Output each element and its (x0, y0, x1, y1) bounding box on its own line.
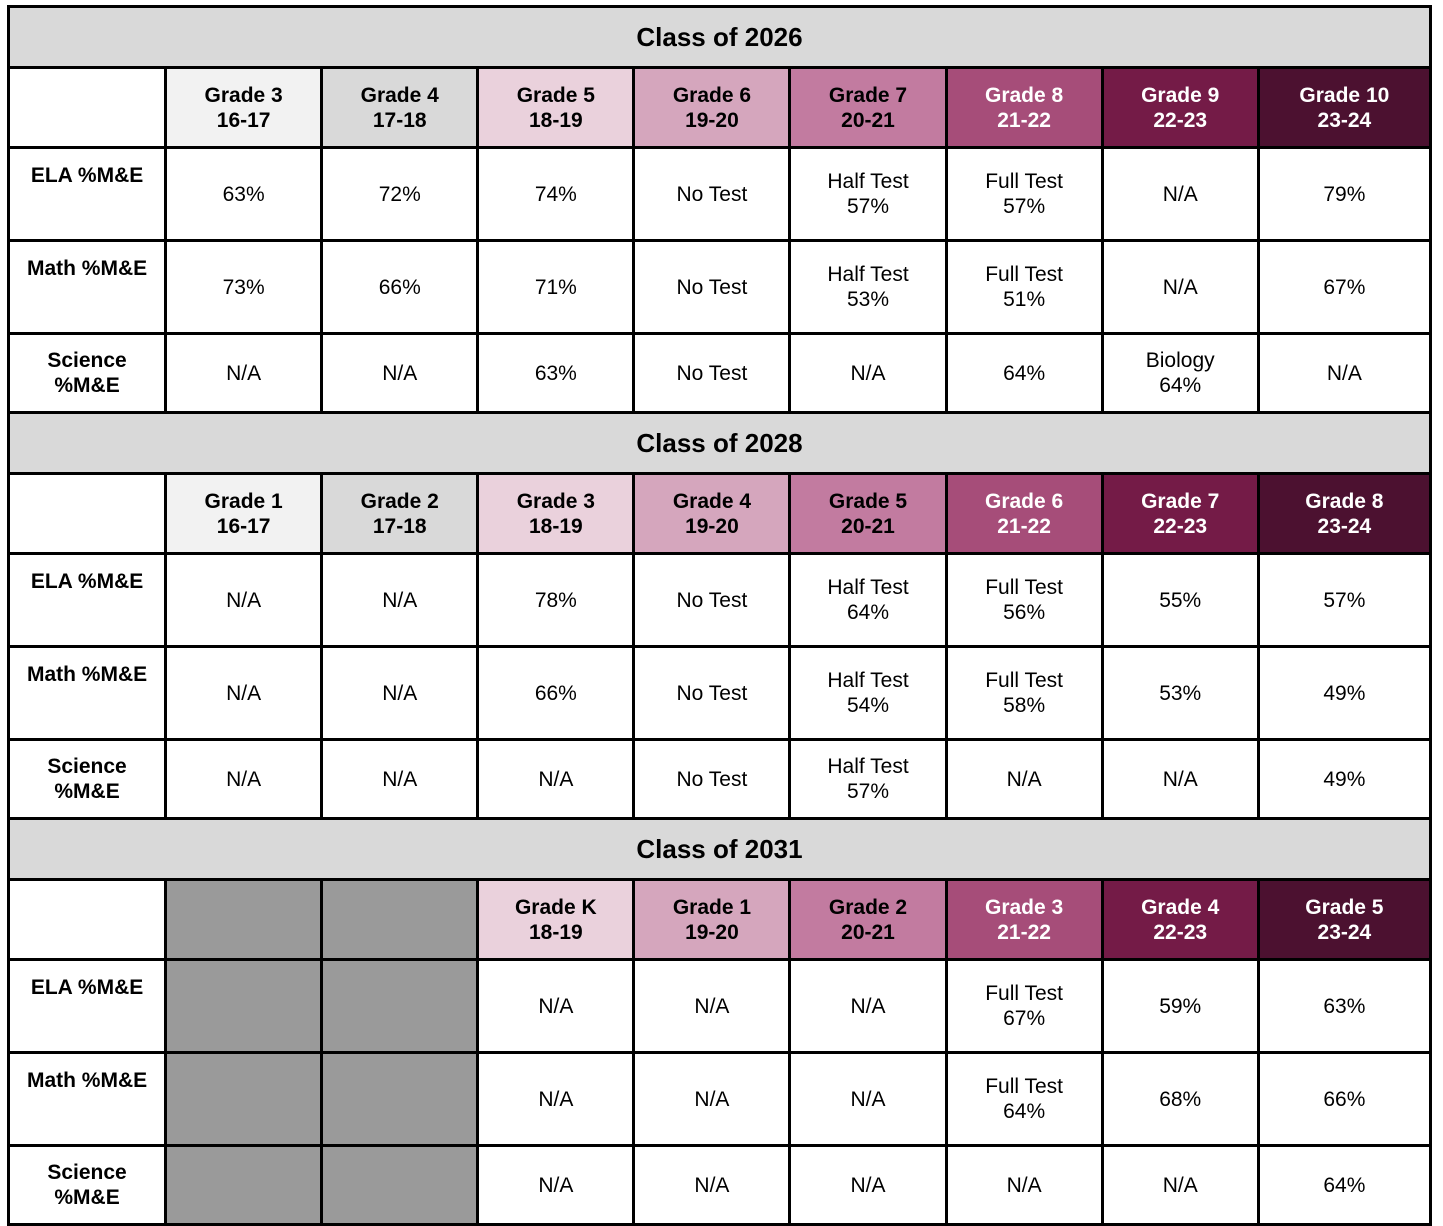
score-value: 53% (1159, 681, 1202, 705)
row-label (9, 148, 166, 241)
table-row (9, 1146, 1431, 1225)
grade-label: Grade 1 (204, 489, 283, 513)
score-value: 72% (378, 182, 421, 206)
score-cell (478, 647, 634, 740)
grade-header-cell (790, 880, 946, 960)
score-cell (634, 740, 790, 819)
grade-header-cell (1258, 880, 1430, 960)
row-label-line: ELA %M&E (30, 164, 144, 187)
score-cell (946, 148, 1102, 241)
section-title: Class of 2028 (9, 413, 1431, 474)
grade-label: Grade 7 (828, 83, 908, 107)
school-year: 23-24 (1317, 514, 1372, 538)
corner-cell (9, 68, 166, 148)
row-label-line: Math %M&E (26, 257, 148, 280)
score-value: Full Test (985, 170, 1064, 193)
score-value: Full Test (985, 576, 1064, 599)
score-cell (1258, 647, 1430, 740)
row-label (9, 1053, 166, 1146)
score-cell (166, 647, 322, 740)
row-label (9, 1146, 166, 1225)
score-value: 66% (1323, 1087, 1366, 1111)
row-label-line: %M&E (54, 780, 120, 803)
grade-label: Grade 4 (1141, 895, 1220, 919)
table-row (9, 647, 1431, 740)
score-cell (634, 334, 790, 413)
grade-header-cell (946, 68, 1102, 148)
score-cell (478, 334, 634, 413)
score-value: 57% (1003, 195, 1046, 218)
score-cell (322, 554, 478, 647)
score-cell (790, 1146, 946, 1225)
score-value: 63% (222, 182, 265, 206)
row-label-line: Math %M&E (26, 1069, 148, 1092)
school-year: 19-20 (685, 514, 739, 538)
disabled-cell (166, 960, 322, 1053)
score-value: 78% (534, 588, 577, 612)
score-cell (1258, 740, 1430, 819)
score-cell (166, 740, 322, 819)
score-cell (946, 647, 1102, 740)
score-value: N/A (226, 588, 262, 612)
score-value: No Test (676, 361, 748, 385)
score-value: 55% (1159, 588, 1202, 612)
score-cell (478, 1053, 634, 1146)
score-cell (946, 960, 1102, 1053)
score-value: No Test (676, 588, 748, 612)
grade-header-cell (634, 474, 790, 554)
section-title: Class of 2031 (9, 819, 1431, 880)
grade-header-cell (790, 68, 946, 148)
score-cell (790, 647, 946, 740)
score-value: N/A (538, 767, 574, 791)
grade-label: Grade K (514, 895, 597, 919)
grade-header-cell (1258, 68, 1430, 148)
score-value: 64% (1003, 1100, 1046, 1123)
score-cell (1258, 554, 1430, 647)
grade-label: Grade 9 (1141, 83, 1220, 107)
grade-header-cell (478, 880, 634, 960)
score-value: N/A (694, 1087, 730, 1111)
score-value: N/A (1326, 361, 1362, 385)
score-cell (634, 1146, 790, 1225)
school-year: 21-22 (997, 920, 1051, 944)
score-value: 73% (222, 275, 265, 299)
score-value: 57% (847, 195, 890, 218)
score-cell (478, 148, 634, 241)
grade-label: Grade 8 (1305, 489, 1384, 513)
score-value: N/A (1162, 767, 1198, 791)
grade-label: Grade 4 (360, 83, 439, 107)
score-value: Full Test (985, 982, 1064, 1005)
score-cell (322, 334, 478, 413)
score-value: Biology (1145, 349, 1215, 372)
grade-header-cell (478, 68, 634, 148)
score-cell (1102, 241, 1258, 334)
school-year: 18-19 (528, 108, 583, 132)
score-value: 71% (534, 275, 577, 299)
score-value: 67% (1003, 1007, 1046, 1030)
row-label-line: Science (47, 349, 127, 372)
score-value: N/A (1162, 182, 1198, 206)
score-value: No Test (676, 767, 748, 791)
score-value: 57% (847, 780, 890, 803)
score-value: N/A (538, 1173, 574, 1197)
school-year: 23-24 (1317, 920, 1372, 944)
row-label-line: Science (47, 755, 127, 778)
grade-label: Grade 4 (672, 489, 752, 513)
score-value: Full Test (985, 669, 1064, 692)
score-cell (1258, 1053, 1430, 1146)
score-value: Half Test (827, 755, 909, 778)
grade-header-row (9, 880, 1431, 960)
grade-label: Grade 8 (985, 83, 1064, 107)
score-cell (1258, 241, 1430, 334)
school-year: 21-22 (997, 108, 1051, 132)
score-value: N/A (1162, 275, 1198, 299)
score-cell (946, 554, 1102, 647)
score-value: Full Test (985, 1075, 1064, 1098)
score-cell (946, 334, 1102, 413)
grade-label: Grade 10 (1299, 83, 1390, 107)
score-cell (946, 1146, 1102, 1225)
grade-header-cell (166, 68, 322, 148)
row-label (9, 740, 166, 819)
score-value: 58% (1003, 694, 1046, 717)
score-value: No Test (676, 275, 748, 299)
table-row (9, 148, 1431, 241)
school-year: 20-21 (841, 514, 895, 538)
score-cell (634, 554, 790, 647)
score-value: 56% (1003, 601, 1046, 624)
disabled-cell (322, 1146, 478, 1225)
grade-label: Grade 2 (360, 489, 439, 513)
score-cell (790, 554, 946, 647)
score-cell (478, 1146, 634, 1225)
table-row (9, 241, 1431, 334)
score-cell (946, 1053, 1102, 1146)
score-cell (790, 960, 946, 1053)
disabled-cell (166, 880, 322, 960)
score-cell (1102, 334, 1258, 413)
score-value: 63% (534, 361, 577, 385)
grade-label: Grade 5 (828, 489, 908, 513)
school-year: 21-22 (997, 514, 1051, 538)
section-title-row (9, 7, 1431, 68)
score-value: 59% (1159, 994, 1202, 1018)
disabled-cell (322, 880, 478, 960)
row-label (9, 334, 166, 413)
score-cell (478, 554, 634, 647)
school-year: 17-18 (372, 108, 427, 132)
score-value: 63% (1323, 994, 1366, 1018)
score-cell (790, 241, 946, 334)
disabled-cell (322, 960, 478, 1053)
score-cell (790, 740, 946, 819)
disabled-cell (166, 1053, 322, 1146)
score-cell (1102, 554, 1258, 647)
score-value: N/A (226, 767, 262, 791)
row-label (9, 241, 166, 334)
score-cell (166, 241, 322, 334)
score-value: Full Test (985, 263, 1064, 286)
section-title-row (9, 819, 1431, 880)
score-value: 53% (847, 288, 890, 311)
score-cell (1102, 740, 1258, 819)
score-value: N/A (1162, 1173, 1198, 1197)
grade-label: Grade 1 (672, 895, 752, 919)
school-year: 20-21 (841, 920, 895, 944)
section-title-row (9, 413, 1431, 474)
score-value: N/A (382, 588, 418, 612)
score-value: N/A (850, 1087, 886, 1111)
grade-header-cell (790, 474, 946, 554)
score-value: 49% (1323, 767, 1366, 791)
score-value: 49% (1323, 681, 1366, 705)
school-year: 22-23 (1153, 108, 1208, 132)
grade-header-cell (1102, 68, 1258, 148)
score-cell (1258, 1146, 1430, 1225)
score-value: N/A (850, 994, 886, 1018)
score-value: 66% (378, 275, 421, 299)
grade-header-cell (634, 68, 790, 148)
score-value: Half Test (827, 263, 909, 286)
score-value: 67% (1323, 275, 1366, 299)
school-year: 22-23 (1153, 920, 1208, 944)
score-cell (322, 148, 478, 241)
row-label (9, 647, 166, 740)
table-row (9, 554, 1431, 647)
grade-header-cell (1258, 474, 1430, 554)
disabled-cell (322, 1053, 478, 1146)
score-cell (1102, 647, 1258, 740)
score-value: N/A (694, 1173, 730, 1197)
score-cell (1102, 960, 1258, 1053)
school-year: 19-20 (685, 920, 739, 944)
score-value: N/A (382, 681, 418, 705)
score-value: N/A (226, 681, 262, 705)
grade-header-cell (634, 880, 790, 960)
score-value: N/A (538, 1087, 574, 1111)
score-cell (1102, 148, 1258, 241)
score-cell (322, 740, 478, 819)
score-value: Half Test (827, 669, 909, 692)
school-year: 18-19 (528, 514, 583, 538)
score-cell (634, 1053, 790, 1146)
corner-cell (9, 880, 166, 960)
score-cell (634, 647, 790, 740)
score-cell (946, 740, 1102, 819)
school-year: 18-19 (528, 920, 583, 944)
score-cell (1102, 1146, 1258, 1225)
score-value: Half Test (827, 576, 909, 599)
score-cell (1258, 960, 1430, 1053)
row-label (9, 960, 166, 1053)
grade-header-cell (1102, 474, 1258, 554)
school-year: 19-20 (685, 108, 739, 132)
score-value: N/A (538, 994, 574, 1018)
score-cell (634, 960, 790, 1053)
grade-header-cell (946, 880, 1102, 960)
score-value: 64% (847, 601, 890, 624)
score-cell (166, 334, 322, 413)
row-label (9, 554, 166, 647)
school-year: 20-21 (841, 108, 895, 132)
score-cell (166, 148, 322, 241)
score-value: N/A (226, 361, 262, 385)
score-value: No Test (676, 681, 748, 705)
disabled-cell (166, 1146, 322, 1225)
grade-header-cell (166, 474, 322, 554)
score-value: 64% (1323, 1173, 1366, 1197)
score-cell (634, 148, 790, 241)
row-label-line: Science (47, 1161, 127, 1184)
score-value: 79% (1323, 182, 1366, 206)
score-cell (478, 241, 634, 334)
school-year: 17-18 (372, 514, 427, 538)
score-cell (634, 241, 790, 334)
row-label-line: ELA %M&E (30, 570, 144, 593)
score-cell (1258, 148, 1430, 241)
table-row (9, 334, 1431, 413)
section-title: Class of 2026 (9, 7, 1431, 68)
table-row (9, 960, 1431, 1053)
score-value: No Test (676, 182, 748, 206)
score-value: 74% (534, 182, 577, 206)
grade-label: Grade 3 (204, 83, 283, 107)
school-year: 22-23 (1153, 514, 1208, 538)
score-cell (1258, 334, 1430, 413)
score-value: 57% (1323, 588, 1366, 612)
grade-header-cell (946, 474, 1102, 554)
grade-header-cell (478, 474, 634, 554)
grade-label: Grade 6 (672, 83, 752, 107)
score-value: 66% (534, 681, 577, 705)
score-cell (790, 334, 946, 413)
school-year: 16-17 (216, 514, 271, 538)
score-cell (946, 241, 1102, 334)
grade-header-cell (322, 474, 478, 554)
score-value: N/A (694, 994, 730, 1018)
score-value: N/A (382, 361, 418, 385)
grade-header-cell (322, 68, 478, 148)
score-value: N/A (382, 767, 418, 791)
score-value: 64% (1003, 361, 1046, 385)
score-cell (790, 1053, 946, 1146)
grade-header-row (9, 474, 1431, 554)
score-value: 51% (1003, 288, 1046, 311)
row-label-line: %M&E (54, 1186, 120, 1209)
score-cell (322, 647, 478, 740)
grade-label: Grade 3 (516, 489, 595, 513)
grade-header-cell (1102, 880, 1258, 960)
grade-label: Grade 3 (985, 895, 1064, 919)
grade-label: Grade 5 (1305, 895, 1384, 919)
grade-header-row (9, 68, 1431, 148)
row-label-line: Math %M&E (26, 663, 148, 686)
score-cell (322, 241, 478, 334)
score-cell (790, 148, 946, 241)
score-value: N/A (850, 361, 886, 385)
school-year: 16-17 (216, 108, 271, 132)
score-value: 54% (847, 694, 890, 717)
grade-label: Grade 6 (985, 489, 1064, 513)
score-cell (1102, 1053, 1258, 1146)
score-value: N/A (850, 1173, 886, 1197)
score-table (7, 5, 1432, 1226)
grade-label: Grade 7 (1141, 489, 1220, 513)
corner-cell (9, 474, 166, 554)
grade-label: Grade 5 (516, 83, 595, 107)
table-row (9, 1053, 1431, 1146)
school-year: 23-24 (1317, 108, 1372, 132)
grade-label: Grade 2 (828, 895, 908, 919)
score-value: 64% (1159, 374, 1202, 397)
score-value: N/A (1006, 767, 1042, 791)
score-cell (478, 740, 634, 819)
table-row (9, 740, 1431, 819)
row-label-line: %M&E (54, 374, 120, 397)
score-value: N/A (1006, 1173, 1042, 1197)
row-label-line: ELA %M&E (30, 976, 144, 999)
score-cell (478, 960, 634, 1053)
score-cell (166, 554, 322, 647)
score-value: 68% (1159, 1087, 1202, 1111)
score-value: Half Test (827, 170, 909, 193)
